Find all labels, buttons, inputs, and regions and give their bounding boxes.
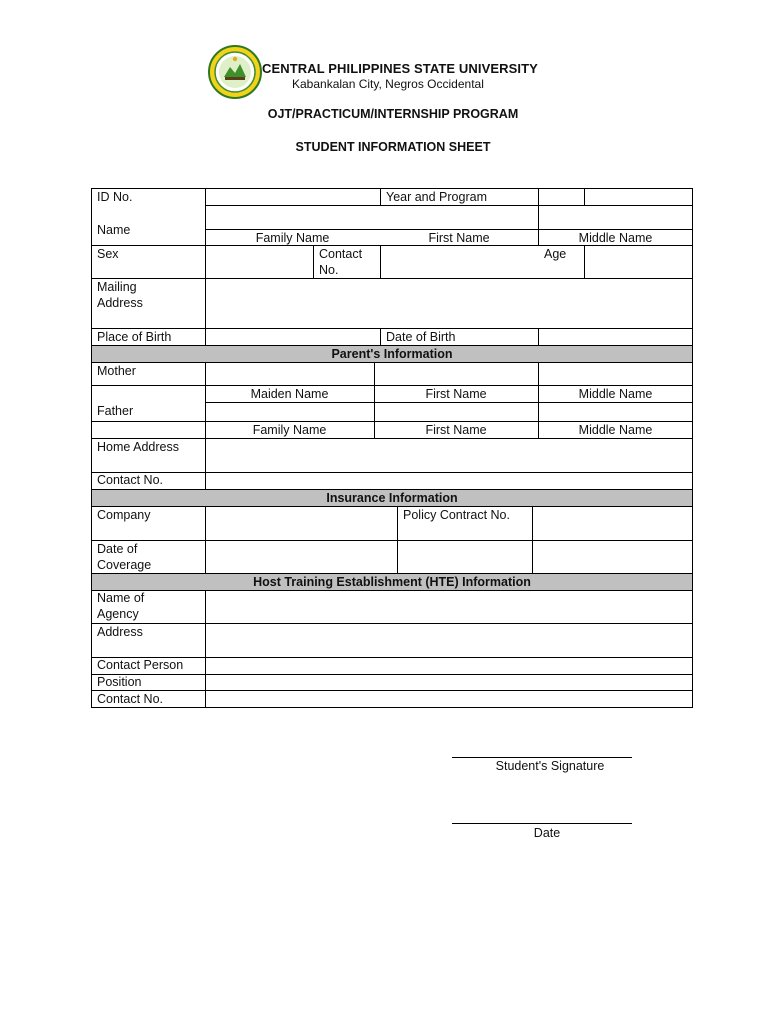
father-first-name-caption: First Name <box>425 423 487 437</box>
student-information-form <box>91 188 693 708</box>
mailing-address-label-2: Address <box>97 296 143 310</box>
mother-label: Mother <box>97 364 136 378</box>
company-label: Company <box>97 508 151 522</box>
year-program-label: Year and Program <box>386 190 487 204</box>
name-label: Name <box>97 223 131 237</box>
contact-no-label-2: No. <box>319 263 339 277</box>
place-of-birth-label: Place of Birth <box>97 330 172 344</box>
hte-address-label: Address <box>97 625 143 639</box>
contact-no-label: Contact No. <box>97 473 164 487</box>
program-title: OJT/PRACTICUM/INTERNSHIP PROGRAM <box>267 107 519 121</box>
mother-middle-name-caption: Middle Name <box>578 387 653 401</box>
date-of-coverage-label-2: Coverage <box>97 558 152 572</box>
university-seal-icon <box>208 45 262 99</box>
home-address-label: Home Address <box>97 440 179 454</box>
mother-first-name-caption: First Name <box>425 387 487 401</box>
position-label: Position <box>97 675 142 689</box>
id-no-label: ID No. <box>97 190 133 204</box>
university-name: CENTRAL PHILIPPINES STATE UNIVERSITY <box>262 61 538 76</box>
contact-no-label-1: Contact <box>319 247 363 261</box>
agency-name-label-2: Agency <box>97 607 139 621</box>
parents-section-heading: Parent's Information <box>331 347 453 361</box>
first-name-caption: First Name <box>428 231 490 245</box>
policy-contract-no-label: Policy Contract No. <box>403 508 510 522</box>
sex-label: Sex <box>97 247 119 261</box>
date-of-coverage-label-1: Date of <box>97 542 138 556</box>
sheet-title: STUDENT INFORMATION SHEET <box>295 140 491 154</box>
mailing-address-label-1: Mailing <box>97 280 137 294</box>
date-of-birth-label: Date of Birth <box>386 330 456 344</box>
father-label: Father <box>97 404 134 418</box>
document-header <box>0 0 768 154</box>
maiden-name-caption: Maiden Name <box>250 387 329 401</box>
student-signature-line <box>452 757 632 758</box>
insurance-section-heading: Insurance Information <box>326 491 458 505</box>
middle-name-caption: Middle Name <box>578 231 653 245</box>
student-signature-label: Student's Signature <box>495 759 605 773</box>
date-signature-label: Date <box>533 826 561 840</box>
family-name-caption: Family Name <box>255 231 330 245</box>
father-middle-name-caption: Middle Name <box>578 423 653 437</box>
age-label: Age <box>544 247 567 261</box>
father-family-name-caption: Family Name <box>252 423 327 437</box>
university-location: Kabankalan City, Negros Occidental <box>292 77 484 91</box>
hte-contact-no-label: Contact No. <box>97 692 164 706</box>
agency-name-label-1: Name of <box>97 591 145 605</box>
date-signature-line <box>452 823 632 824</box>
contact-person-label: Contact Person <box>97 658 184 672</box>
hte-section-heading: Host Training Establishment (HTE) Information <box>253 575 531 589</box>
